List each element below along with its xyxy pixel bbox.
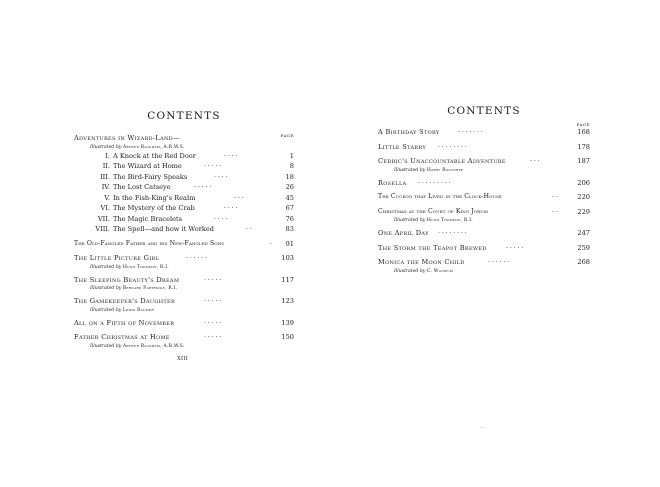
chapter-number: II. [102,162,110,170]
chapter-number: I. [105,151,110,160]
toc-entry[interactable] [74,239,294,250]
leader-dots: . . . . . [204,332,222,339]
toc-entry[interactable] [378,178,590,189]
page-number: 178 [577,142,590,151]
toc-entry[interactable] [74,332,294,343]
illustrator-line [378,268,590,275]
chapter-title: The Wizard at Home [113,162,182,170]
page-number: 45 [285,193,294,202]
chapter-number: V. [104,193,110,202]
illustrator-line [74,264,294,271]
chapter-title: The Mystery of the Crab [113,204,195,212]
page-number: 259 [577,243,590,252]
entry-title: One April Day [378,229,429,237]
leader-dots: . . . . . . [488,257,509,264]
toc-entry[interactable] [378,156,590,167]
chapter-number: VI. [100,204,110,212]
leader-dots: . . . . . [204,317,222,325]
leader-dots: . . [552,206,558,214]
illustrator-name: Hugh Thomson, R.I. [426,218,473,223]
page-column-label: PAGE [576,122,590,127]
chapter-number: VIII. [95,225,110,233]
chapter-row[interactable] [74,182,294,193]
leader-dots: . . [552,192,558,199]
toc-entry[interactable] [378,192,590,203]
illustrator-line [378,217,590,224]
page-folio: XIII [177,356,189,362]
leader-dots: . . . . . . . . . [418,177,451,185]
illustrator-name: C. Wilhelm [426,268,453,274]
chapter-row[interactable] [74,214,294,225]
illustrated-by-label: Illustrated by [394,268,426,274]
entry-title: A Birthday Story [378,128,440,136]
entry-title: All on a Fifth of November [74,318,175,327]
leader-dots: . . . . . [506,242,524,250]
chapter-row[interactable] [74,193,294,204]
entry-title: Monica the Moon Child [378,258,465,266]
page-number: 26 [285,183,294,191]
toc-entry[interactable] [378,142,590,153]
entry-title: Christmas at the Court of King Jorum [378,207,488,215]
leader-dots: . . . . . [204,296,222,303]
illustrator-name: Bernard Partridge, R.I. [122,286,178,291]
illustrator-name: Arthur Rackham, A.R.W.S. [122,343,185,349]
page-title: CONTENTS [147,110,221,122]
entry-title: The Little Picture Girl [74,254,160,262]
illustrated-by-label: Illustrated by [90,286,122,291]
entry-title: The Old-Fangled Father and his New-Fangled Sons [74,239,225,247]
entry-title: Cedric's Unaccountable Adventure [378,157,506,165]
entry-title: The Storm the Teapot Brewed [378,243,487,252]
page-number: 123 [281,297,294,305]
leader-dots: . . . . . [204,274,222,282]
chapter-title: In the Fish-King's Realm [113,193,196,202]
chapter-title: The Lost Catseye [113,183,171,191]
page-number: 168 [577,128,590,136]
page-number: 8 [289,162,294,170]
page-number: 229 [577,207,590,216]
page-number: 150 [281,333,294,341]
illustrated-by-label: Illustrated by [90,343,122,349]
toc-entry[interactable] [74,275,294,286]
chapter-number: VII. [97,214,110,223]
leader-dots: . . . . . . . [458,127,483,134]
illustrator-line [74,285,294,292]
page-number: 206 [577,178,590,187]
chapter-row[interactable] [74,161,294,172]
leader-dots: . . . . . . [186,253,207,260]
page-number: 18 [285,172,294,181]
chapter-row[interactable] [74,224,294,235]
section-heading [74,133,294,144]
leader-dots: . . . . . [204,161,222,168]
illustrator-name: Harry Rountree [426,167,464,173]
leader-dots: . . . . [224,203,238,210]
chapter-row[interactable] [74,172,294,183]
toc-entry[interactable] [74,253,294,264]
page-number: 187 [577,157,590,165]
chapter-row[interactable] [74,203,294,214]
toc-entry[interactable] [378,257,590,268]
leader-dots: . . . [234,192,244,200]
page-number: 91 [285,239,294,248]
toc-entry[interactable] [378,127,590,138]
page-number: 117 [281,275,294,284]
entry-title: The Sleeping Beauty's Dream [74,275,180,284]
illustrator-name: Lewis Baumer [122,307,154,313]
section-title: Adventures in Wizard-Land— [74,134,180,142]
leader-dots: . . . [530,156,540,163]
page-title: CONTENTS [447,105,521,117]
illustrated-by-label: Illustrated by [394,218,426,223]
left-page [74,110,294,350]
toc-entry[interactable] [378,207,590,218]
page-mark: ... [480,424,485,430]
chapter-title: A Knock at the Red Door [113,151,196,160]
toc-entry[interactable] [74,318,294,329]
illustrated-by-label: Illustrated by [90,264,122,270]
page-number: 83 [285,225,294,233]
right-page [378,105,590,275]
chapter-number: IV. [101,183,110,191]
illustrated-by-label: Illustrated by [90,144,122,150]
leader-dots: . . . . . [194,182,212,189]
chapter-title: The Bird-Fairy Speaks [113,172,188,181]
page-number: 76 [285,214,294,223]
entry-title: Father Christmas at Home [74,333,170,341]
leader-dots: . [270,238,272,246]
illustrated-by-label: Illustrated by [394,167,426,173]
toc-entry[interactable] [378,243,590,254]
illustrator-name: Hugh Thomson, R.I. [122,264,169,270]
illustrator-line [378,167,590,174]
illustrator-line [74,307,294,314]
page-number: 67 [285,204,294,212]
leader-dots: . . . . [224,150,238,158]
illustrator-name: Arthur Rackham, A.R.W.S. [122,144,185,150]
entry-title: The Cuckoo that Lived in the Clock-House [378,193,502,200]
entry-title: The Gamekeeper's Daughter [74,297,176,305]
page-number: 220 [577,193,590,201]
toc-entry[interactable] [74,296,294,307]
chapter-number: III. [100,172,110,181]
chapter-title: The Spell—and how it Worked [113,225,214,233]
leader-dots: . . . . [214,213,228,221]
entry-title: Little Starry [378,142,426,151]
entry-title: Rosella [378,178,407,187]
page-number: 1 [289,151,294,160]
leader-dots: . . . . . . . . [438,141,467,149]
page-number: 268 [577,258,590,266]
page-column-label: PAGE [280,133,294,138]
illustrated-by-label: Illustrated by [90,307,122,313]
leader-dots: . . . . [214,171,228,179]
page-number: 103 [281,254,294,262]
illustrator-line [74,343,294,350]
illustrator-line [74,144,294,151]
leader-dots: . . . . . . . . [438,228,467,235]
leader-dots: . . [246,224,252,231]
page-number: 139 [281,318,294,327]
chapter-row[interactable] [74,151,294,162]
chapter-title: The Magic Bracelets [113,214,183,223]
toc-entry[interactable] [378,228,590,239]
page-number: 247 [577,229,590,237]
